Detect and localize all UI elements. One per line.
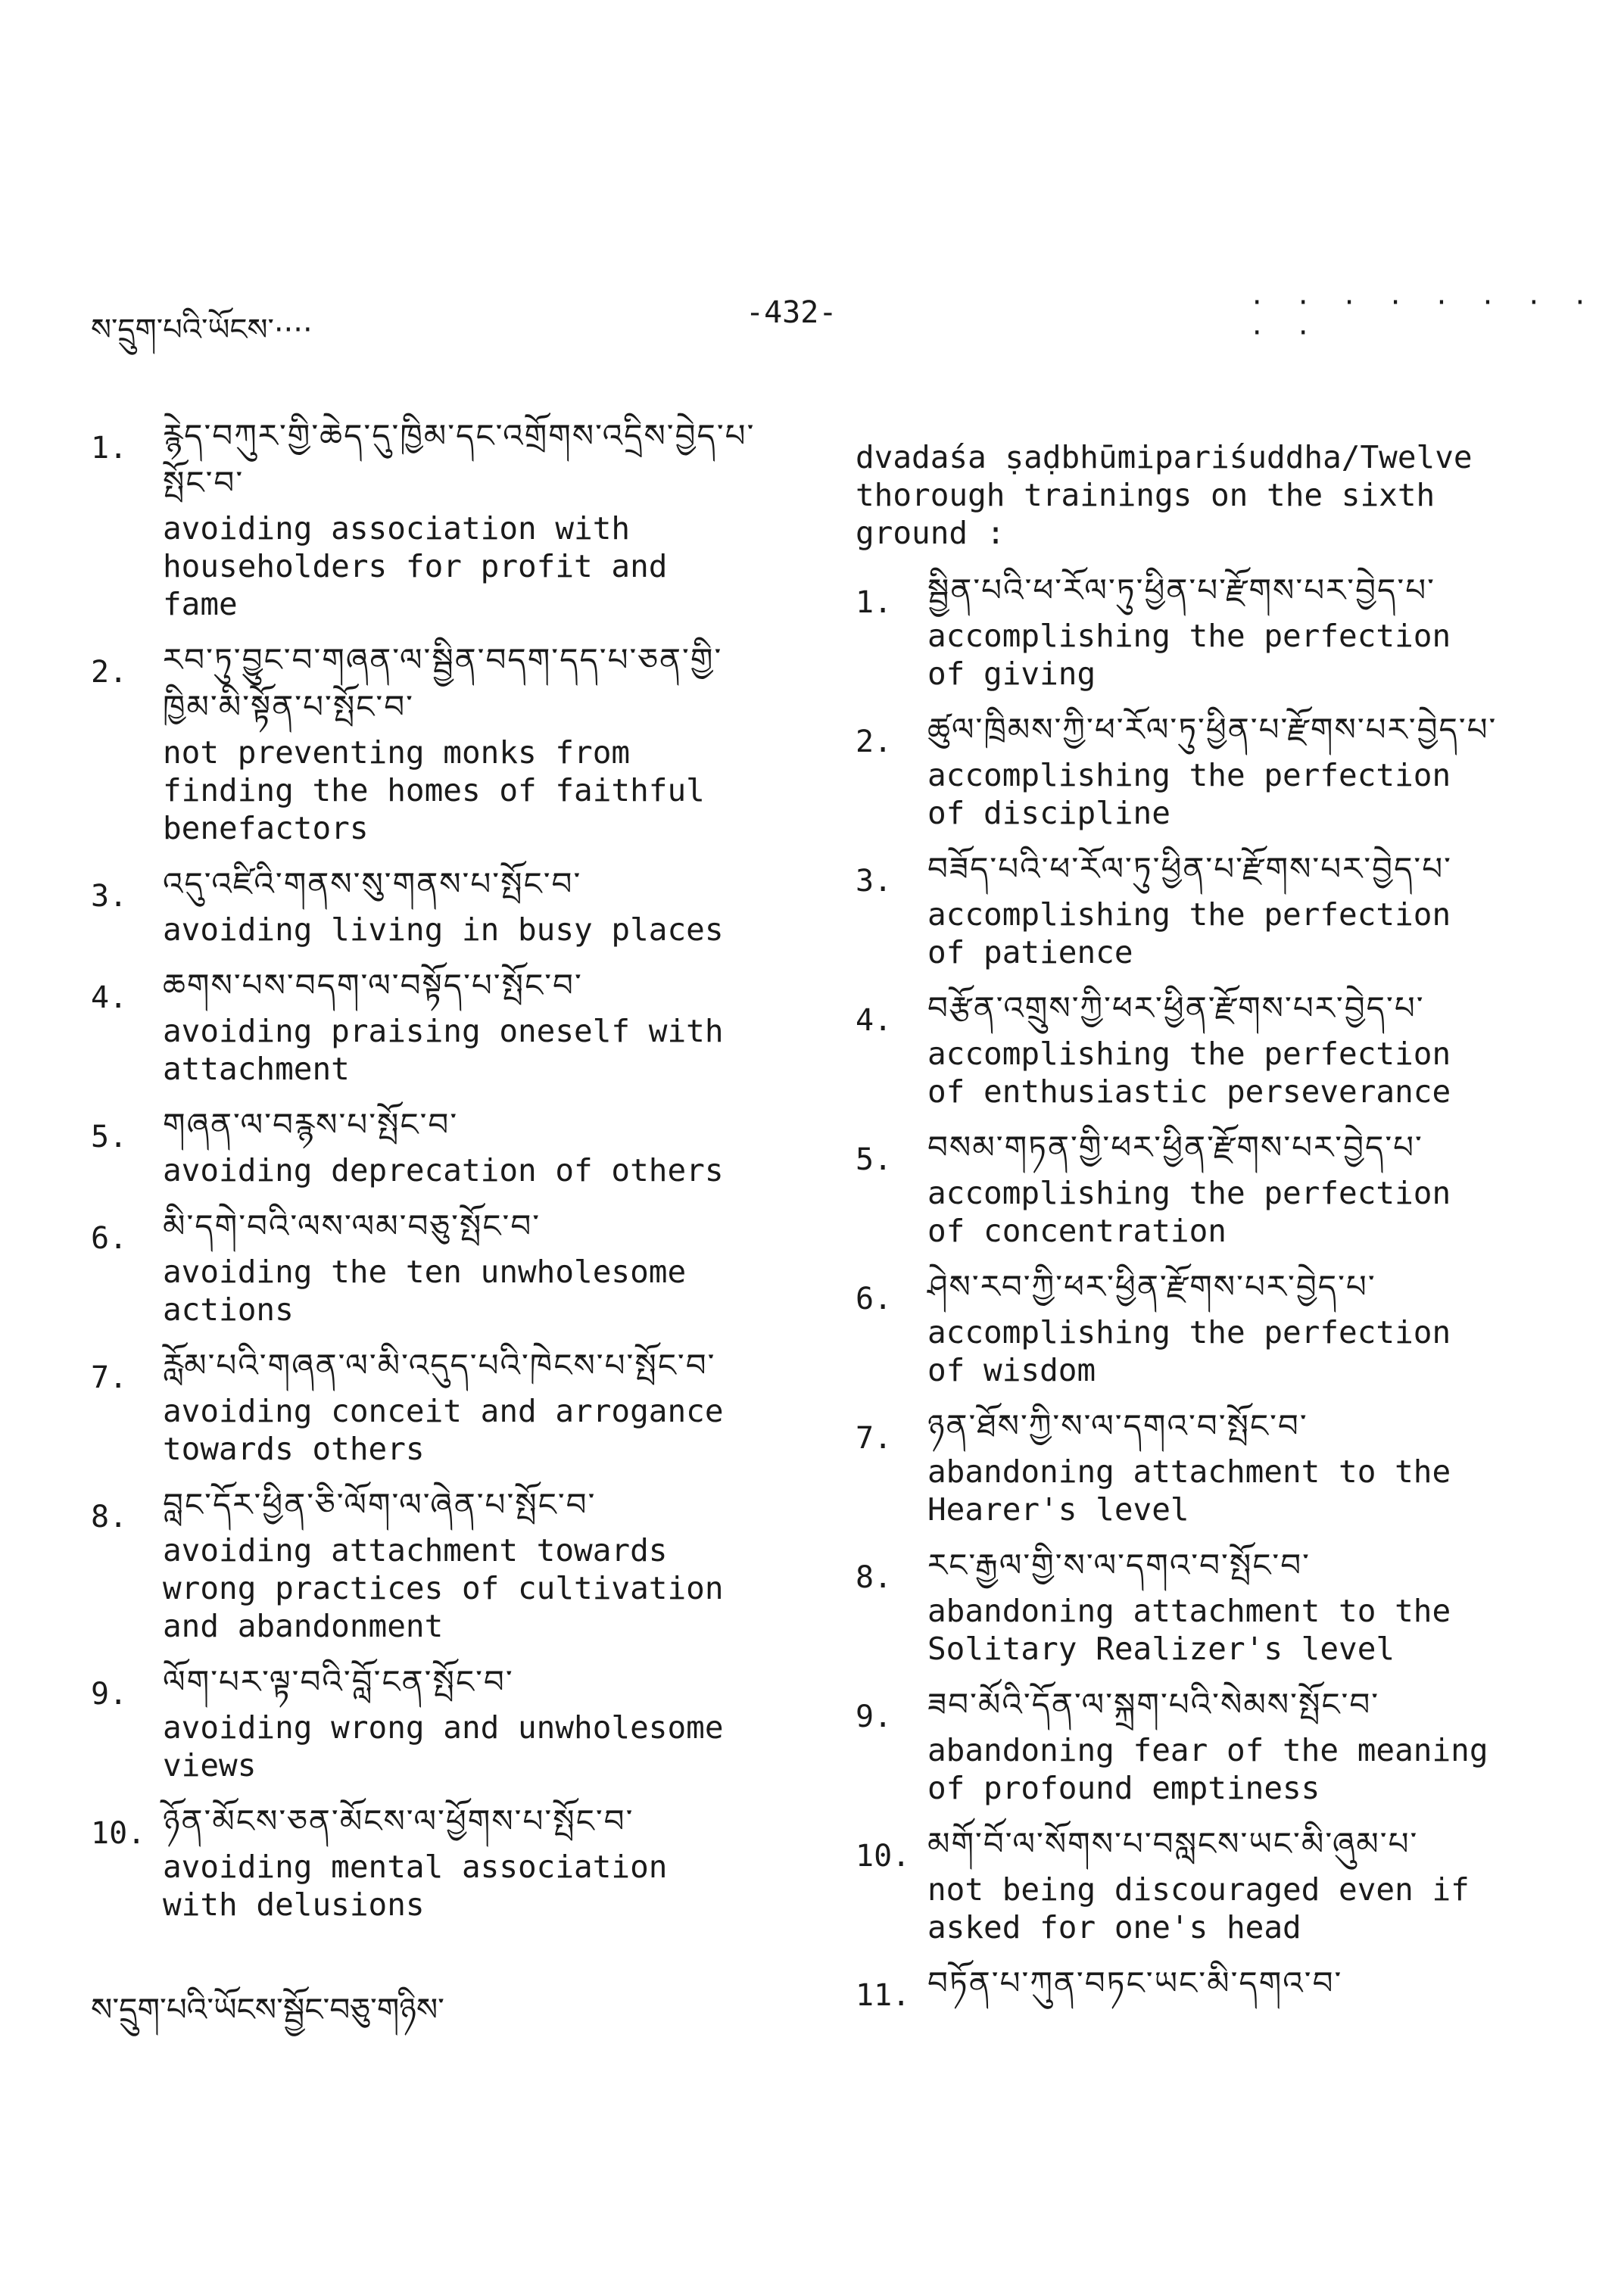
english-gloss: avoiding association with householders for profit and fame xyxy=(163,510,668,622)
list-item xyxy=(91,861,772,949)
english-gloss: avoiding wrong and unwholesome views xyxy=(163,1709,724,1784)
list-item xyxy=(91,1659,772,1784)
english-gloss: avoiding deprecation of others xyxy=(163,1152,724,1189)
list-item xyxy=(91,1101,772,1189)
item-number: 6. xyxy=(91,1221,128,1256)
tibetan-term: བཏོན་པ་ཀུན་བཏང་ཡང་མི་དགའ་བ་ xyxy=(927,1964,1343,2002)
english-gloss: accomplishing the perfection of giving xyxy=(927,618,1451,692)
tibetan-term: ལོག་པར་ལྟ་བའི་བློ་ངན་སྤོང་བ་ xyxy=(163,1663,514,1700)
tibetan-term: འདུ་འཛིའི་གནས་སུ་གནས་པ་སྤོང་བ་ xyxy=(163,865,582,902)
list-item xyxy=(856,1263,1537,1389)
item-number: 5. xyxy=(91,1120,128,1154)
item-number: 3. xyxy=(91,879,128,914)
list-item xyxy=(91,413,772,623)
english-gloss: avoiding praising oneself with attachment xyxy=(163,1013,724,1087)
left-column xyxy=(91,413,772,1937)
english-gloss: accomplishing the perfection of wisdom xyxy=(927,1314,1451,1388)
english-gloss: abandoning attachment to the Hearer's level xyxy=(927,1453,1451,1528)
item-number: 10. xyxy=(856,1839,911,1874)
tibetan-term: བསམ་གཏན་གྱི་ཕར་ཕྱིན་རྫོགས་པར་བྱེད་པ་ xyxy=(927,1129,1423,1166)
item-number: 1. xyxy=(856,585,893,620)
item-number: 8. xyxy=(856,1560,893,1595)
running-header-left: ས་དྲུག་པའི་ཡོངས་···· xyxy=(91,313,313,347)
english-gloss: not preventing monks from finding the homes of faithful benefactors xyxy=(163,734,705,846)
tibetan-term: བླང་དོར་ཕྱིན་ཅི་ལོག་ལ་ཞེན་པ་སྤོང་བ་ xyxy=(163,1486,597,1523)
english-gloss: accomplishing the perfection of enthusiastic perseverance xyxy=(927,1036,1451,1110)
tibetan-term: མི་དགེ་བའི་ལས་ལམ་བཅུ་སྤོང་བ་ xyxy=(163,1207,541,1245)
list-item xyxy=(91,1342,772,1468)
tibetan-term: བཟོད་པའི་ཕ་རོལ་ཏུ་ཕྱིན་པ་རྫོགས་པར་བྱེད་པ་ xyxy=(927,850,1452,887)
item-number: 7. xyxy=(856,1421,893,1456)
tibetan-term: ཟབ་མོའི་དོན་ལ་སྐྲག་པའི་སེམས་སྤོང་བ་ xyxy=(927,1686,1380,1723)
list-item xyxy=(91,637,772,847)
tibetan-term: ཆགས་པས་བདག་ལ་བསྟོད་པ་སྤོང་བ་ xyxy=(163,967,583,1004)
english-gloss: accomplishing the perfection of concentration xyxy=(927,1175,1451,1249)
english-gloss: accomplishing the perfection of discipline xyxy=(927,757,1451,831)
list-item xyxy=(856,1821,1537,1946)
item-number: 6. xyxy=(856,1282,893,1316)
tibetan-term: ཉོན་མོངས་ཅན་མོངས་ལ་ཕྱོགས་པ་སྤོང་བ་ xyxy=(163,1802,634,1840)
list-item xyxy=(91,962,772,1088)
tibetan-term: རྙེད་བཀུར་གྱི་ཆེད་དུ་ཁྱིམ་དང་འགྲོགས་འདྲིས་བྱེད་པ་སྤོང་བ་ xyxy=(163,417,756,501)
section-intro: dvadaśa ṣaḍbhūmipariśuddha/Twelve thorough trainings on the sixth ground : xyxy=(856,439,1473,551)
english-gloss: not being discouraged even if asked for one's head xyxy=(927,1871,1470,1946)
item-number: 1. xyxy=(91,431,128,466)
english-gloss: avoiding attachment towards wrong practices of cultivation and abandonment xyxy=(163,1532,724,1644)
english-gloss: abandoning fear of the meaning of profound emptiness xyxy=(927,1732,1488,1806)
item-number: 2. xyxy=(91,655,128,690)
list-item xyxy=(856,1403,1537,1528)
tibetan-term: རབ་ཏུ་བྱུང་བ་གཞན་ལ་སྦྱིན་བདག་དད་པ་ཅན་གྱི་ཁྱིམ་མི་སྟོན་པ་སྤོང་བ་ xyxy=(163,641,723,725)
tibetan-term: སྦྱིན་པའི་ཕ་རོལ་ཏུ་ཕྱིན་པ་རྫོགས་པར་བྱེད་པ་ xyxy=(927,572,1435,609)
tibetan-term: ཚུལ་ཁྲིམས་ཀྱི་ཕ་རོལ་ཏུ་ཕྱིན་པ་རྫོགས་པར་བྱེད་པ་ xyxy=(927,711,1498,748)
english-gloss: avoiding mental association with delusions xyxy=(163,1849,668,1923)
list-item xyxy=(856,846,1537,971)
right-column xyxy=(856,435,1537,2020)
list-item xyxy=(856,567,1537,693)
item-number: 4. xyxy=(856,1003,893,1038)
list-item xyxy=(91,1481,772,1645)
item-number: 2. xyxy=(856,724,893,759)
item-number: 7. xyxy=(91,1360,128,1395)
item-number: 3. xyxy=(856,864,893,899)
list-item xyxy=(91,1203,772,1329)
list-item xyxy=(856,1542,1537,1668)
tibetan-term: ཉན་ཐོས་ཀྱི་ས་ལ་དགའ་བ་སྤོང་བ་ xyxy=(927,1407,1308,1444)
tibetan-term: མགོ་བོ་ལ་སོགས་པ་བསླངས་ཡང་མི་ཞུམ་པ་ xyxy=(927,1825,1419,1862)
item-number: 9. xyxy=(91,1677,128,1712)
tibetan-term: ཤེས་རབ་ཀྱི་ཕར་ཕྱིན་རྫོགས་པར་བྱེད་པ་ xyxy=(927,1268,1376,1305)
tibetan-term: བརྩོན་འགྲུས་ཀྱི་ཕར་ཕྱིན་རྫོགས་པར་བྱེད་པ་ xyxy=(927,989,1425,1027)
section-heading-next: ས་དྲུག་པའི་ཡོངས་སྦྱོང་བཅུ་གཉིས་ xyxy=(91,1991,444,2028)
item-number: 8. xyxy=(91,1500,128,1534)
english-gloss: avoiding the ten unwholesome actions xyxy=(163,1254,687,1328)
item-number: 10. xyxy=(91,1816,146,1851)
item-number: 9. xyxy=(856,1699,893,1734)
list-item xyxy=(856,1960,1537,2013)
english-gloss: accomplishing the perfection of patience xyxy=(927,896,1451,970)
item-number: 4. xyxy=(91,980,128,1015)
tibetan-term: གཞན་ལ་བརྙས་པ་སྤོང་བ་ xyxy=(163,1106,459,1143)
item-number: 5. xyxy=(856,1142,893,1177)
english-gloss: abandoning attachment to the Solitary Realizer's level xyxy=(927,1593,1451,1667)
page-number: -432- xyxy=(746,295,837,330)
list-item xyxy=(856,1681,1537,1807)
running-header-right: · · · · · · · · · · xyxy=(1249,288,1596,348)
tibetan-term: རང་རྒྱལ་གྱི་ས་ལ་དགའ་བ་སྤོང་བ་ xyxy=(927,1547,1311,1584)
english-gloss: avoiding conceit and arrogance towards others xyxy=(163,1393,724,1467)
tibetan-term: རློམ་པའི་གཞན་ལ་མི་འདུད་པའི་ཁེངས་པ་སྤོང་བ་ xyxy=(163,1347,716,1384)
list-item xyxy=(856,1124,1537,1250)
list-item xyxy=(856,706,1537,832)
item-number: 11. xyxy=(856,1978,911,2013)
list-item xyxy=(91,1798,772,1924)
list-item xyxy=(856,985,1537,1111)
english-gloss: avoiding living in busy places xyxy=(163,911,724,948)
